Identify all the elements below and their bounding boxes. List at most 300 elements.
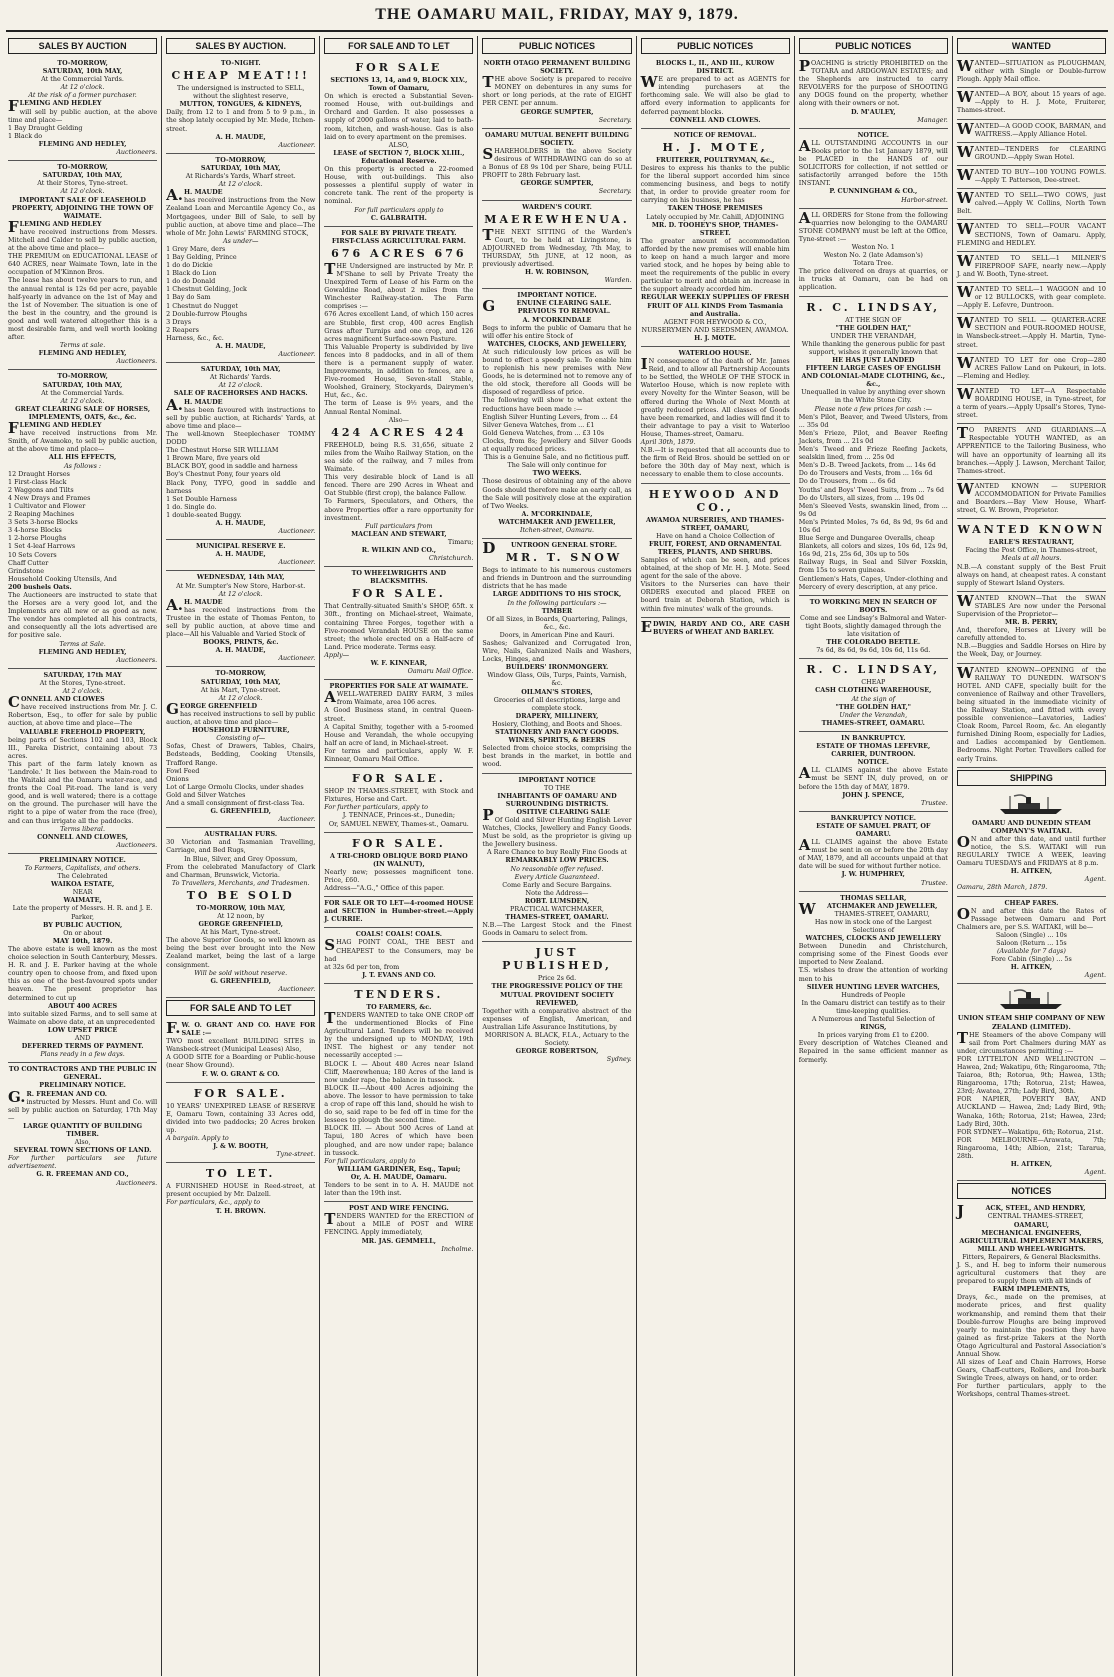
ad-text-line: Auctioneers. [116,840,158,849]
ad-text-line: A bargain. Apply to [166,1133,229,1142]
ad-text-line: Sofas, Chest of Drawers, Tables, Chairs, Bedsteads, Bedding, Cooking Utensils, Trafford Range. [166,742,316,767]
ad-text-line: 10 Sets Covers [8,550,57,559]
ad-text-line: THE PROGRESSIVE POLICY OF THE MUTUAL PROVIDENT SOCIETY REVIEWED, [491,982,623,1007]
advertisement [799,892,948,1068]
ad-text-line: At 12 o'clock. [60,83,105,92]
ad-text-line: F.W. O. GRANT AND CO. HAVE FOR SALE :— [166,1018,316,1038]
ad-text-line: STATIONERY AND FANCY GOODS. [495,728,619,737]
ad-text-line: Blankets, all colors and sizes, 10s 6d, 12s 9d, 16s 9d, 21s, 25s 6d, 30s up to 50s [798,542,948,559]
column-header: PUBLIC NOTICES [641,38,790,54]
ad-text-line: BLOCK III. — About 500 Acres of Land at Tapui, 180 Acres of which have been ploughed, and are now under rape; balance in tussock. [324,1124,474,1157]
ad-text-line: FIFTEEN LARGE CASES OF ENGLISH AND COLONIAL-MADE CLOTHING, &c., &c., [801,364,945,389]
ad-text-line: Also, [74,1138,91,1147]
ad-text-line: THE Steamers of the above Company will sail from Port Chalmers during MAY as under, circumstances permitting :— [956,1028,1106,1055]
ad-text-line: A. H. MAUDE, [215,342,266,350]
ad-text-line: FOR SALE BY PRIVATE TREATY. [341,228,457,237]
advertisement [324,680,473,768]
ad-text-line: SHOP IN THAMES-STREET, with Stock and Fixtures, Horse and Cart. [324,787,474,804]
ad-text-line: Tyne-street. [276,1150,316,1159]
ad-text-line: And a small consignment of first-class Tea. [166,798,305,807]
advertisement [799,297,948,596]
ad-text-line: 1 Brown Mare, five years old [166,454,260,463]
ad-text-line: From the celebrated Manufactory of Clark and Charman, Brunswick, Victoria. [166,862,316,879]
ad-text-line: TIMBER [541,606,573,615]
ad-text-line: THOMAS SELLAR, [840,893,907,902]
ad-display-heading: JUST PUBLISHED, [502,946,612,973]
ad-text-line: THE above Society is prepared to receive MONEY on debentures in any sums for short or long periods, at the rate of EIGHT PER CENT. per annum. [482,73,632,108]
ad-text-line: LEASE of SECTION 7, BLOCK XLIII., Educational Reserve. [333,148,465,165]
ad-text-line: 676 Acres excellent Land, of which 150 acres are Stubble, first crop, 400 acres English Grass after Turnips and one crop, and 126 acres magnificent Surface-sown Pasture. [324,310,474,343]
ad-text-line: Together with a comparative abstract of the expenses of English, American, and Australian Life Assurance Institutions, by [482,1006,632,1031]
advertisement [957,897,1106,985]
ad-text-line: TENDERS WANTED for the ERECTION of about a MILE of POST and WIRE FENCING. Apply immediately, [324,1210,474,1237]
ad-text-line: Every Article Guaranteed. [514,872,600,881]
advertisement [8,669,157,854]
ad-text-line: D. M'AULEY, [850,107,896,116]
ad-text-line: H. AITKEN, [1010,867,1053,876]
ad-text-line: FOR SALE OR TO LET—4-roomed HOUSE and SECTION in Humber-street.—Apply J. CURRIE. [324,899,474,924]
ad-text-line: Daily, from 12 to 1 and from 5 to 9 p.m., in the shop lately occupied by Mr. Mede, Itchen-street. [166,108,316,133]
ad-text-line: WATCHMAKER AND JEWELLER, [798,899,938,918]
ad-text-line: VALUABLE FREEHOLD PROPERTY, [19,727,146,736]
ad-text-line: Gold Geneva Watches, from ... £3 10s [482,428,605,437]
ad-text-line: BLACK BOY, good in saddle and harness [166,462,298,471]
ad-text-line: Visitors to the Nurseries can have their ORDERS executed and placed FREE on board train at Deborah Station, which is within five minutes' walk of the grounds. [640,580,790,613]
advertisement [8,370,157,668]
ad-text-line: Youths' and Boys' Tweed Suits, from ... 7s 6d [798,485,945,494]
ad-text-line: Samples of which can be seen, and prices obtained, at the shop of Mr. H. J. Mote. Seed agent for the sale of the above. [640,555,790,581]
ad-text-line: FOR NAPIER, POVERTY BAY, AND AUCKLAND — Hawea, 2nd; Lady Bird, 9th; Wanaka, 16th; Rotorua, 21st; Hawea, 23rd; Lady Bird, 30th. [956,1095,1106,1128]
ad-text-line: "THE GOLDEN HAT," [835,702,912,711]
newspaper-column [795,36,953,1676]
ad-text-line: April 30th, 1879. [640,438,696,447]
advertisement [957,120,1106,143]
ad-text-line: 1 do do Donald [166,277,216,286]
ad-text-line: To Travellers, Merchants, and Tradesmen. [171,878,310,887]
ad-text-line: H. W. ROBINSON, [524,268,590,277]
ad-text-line: At 2 o'clock. [62,687,103,696]
ad-text-line: N.B.—A constant supply of the Best Fruit always on hand, at cheapest rates. A constant supply of Stewart Island Oysters. [956,562,1106,587]
ad-text-line: TENDERS WANTED to take ONE CROP off the undermentioned Blocks of Fine Agricultural Land. Tenders will be received by the undersigned up to MONDAY, 19th INST. The highest or any tender not necessarily accepted :— [324,1009,474,1060]
ad-display-heading: 676 ACRES 676 [331,246,467,260]
advertisement [482,539,631,773]
ad-text-line: Have on hand a Choice Collection of [656,531,775,540]
ad-text-line: Auctioneer. [278,140,316,149]
ad-text-line: THAMES-STREET, OAMARU, [834,909,930,918]
ad-text-line: ALL CLAIMS against the above Estate must be SENT IN, duly proved, on or before the 15th day of MAY, 1879. [798,764,948,791]
ad-text-line: 1 Grey Mare, ders [166,244,226,253]
ad-text-line: GEORGE GREENFIELD [166,699,258,718]
ad-text-line: H. AITKEN, [1010,963,1053,972]
ad-text-line: NOTICE. [857,130,889,139]
column-header: PUBLIC NOTICES [799,38,948,54]
ad-display-heading: FOR SALE. [351,587,446,601]
ad-text-line: WANTED KNOWN—That the SWAN STABLES Are now under the Personal Supervision of the Proprietor— [956,591,1106,618]
ad-text-line: BLOCKS I., II., AND III., KUROW DISTRICT. [655,59,775,76]
ad-text-line: TO-MORROW, [215,155,266,164]
ad-text-line: Or, A. H. MAUDE, Oamaru. [350,1172,447,1181]
ad-text-line: FLEMING AND HEDLEY, [38,139,127,148]
advertisement [166,1083,315,1164]
ad-text-line: PROPERTIES FOR SALE AT WAIMATE. [329,682,469,691]
ad-text-line: MAY 10th, 1879. [52,936,113,945]
ad-display-heading: WANTED KNOWN [957,523,1106,537]
ad-text-line: Meals at all hours. [1001,554,1062,563]
ad-text-line: The term of Lease is 9½ years, and the Annual Rental Nominal. [324,399,474,416]
advertisement [957,664,1106,768]
ad-text-line: has received instructions from the Trustee in the estate of Thomas Fenton, to sell by public auction, at above time and place—All his Valuable and Varied Stock of [166,605,316,639]
ad-text-line: At the risk of a former purchaser. [28,91,137,100]
ad-text-line: CHEAP [861,678,886,687]
ad-text-line: Auctioneer. [278,984,316,993]
advertisement [324,57,473,227]
ad-text-line: The following will show to what extent the reductions have been made :— [482,396,632,413]
column-header: WANTED [957,38,1106,54]
advertisement [324,768,473,832]
ad-text-line: J. W. HUMPHREY, [841,870,905,879]
ad-text-line: SALE OF RACEHORSES AND HACKS. [173,389,308,398]
ad-text-line: Gold and Silver Watches [166,790,246,799]
ad-text-line: The well-known Steeplechaser TOMMY DODD [166,429,316,447]
ad-text-line: TO-MORROW, [57,163,108,172]
ad-text-line: The above Superior Goods, so well known as being the best ever brought into the New Zealand market, being the last of a large consignment. [166,936,316,969]
ad-text-line: Timaru; [447,537,474,546]
advertisement [166,828,315,998]
ad-text-line: FIRST-CLASS AGRICULTURAL FARM. [331,236,466,245]
ad-text-line: WATCHMAKER AND JEWELLER, [498,517,616,526]
advertisement [324,897,473,928]
ad-text-line: Do do Trousers, from ... 6s 6d [798,477,896,486]
ad-text-line: being parts of Sections 102 and 103, Block III., Pareka District, containing about 73 acres. [8,735,158,760]
ad-text-line: Do do Trousers and Vests, from ... 16s 6d [798,469,933,478]
ad-text-line: FREEHOLD, being R.S. 31,656, situate 2 miles from the Waiho Railway Station, on the sea side of the railway, and 7 miles from Waimate. [324,440,474,474]
ad-text-line: Begs to inform the public of Oamaru that he will offer his entire Stock of [482,323,632,340]
ad-display-heading: TENDERS. [354,987,444,1001]
ad-text-line: 1 Black do Lion [166,269,217,278]
ad-text-line: PRELIMINARY NOTICE. [39,855,126,864]
ad-text-line: OAMARU, [1013,1220,1049,1229]
ad-text-line: CASH CLOTHING WAREHOUSE, [815,686,932,695]
ad-text-line: Every description of Watches Cleaned and Repaired in the same efficient manner as formerly. [798,1039,948,1064]
ad-text-line: DRAPERY, MILLINERY, [515,711,599,720]
ad-text-line: Plans ready in a few days. [40,1050,125,1059]
advertisement [641,347,790,484]
steamship-icon [996,989,1066,1011]
ad-text-line: To Farmers, Speculators, and Others, the above Properties offer a rare opportunity for investment. [324,497,474,522]
ad-text-line: OAMARU AND DUNEDIN STEAM COMPANY'S WAITAKI. [971,818,1091,835]
ad-text-line: SATURDAY, 10th MAY, [200,677,281,686]
ad-text-line: Terms liberal. [60,824,105,833]
ad-display-heading: TO LET. [206,1167,276,1181]
ad-text-line: WANTED—A BOY, about 15 years of age.—Apply to H. J. Mote, Fruiterer, Thames-street. [956,88,1106,115]
ad-text-line: T. H. BROWN. [215,1206,266,1215]
ad-text-line: CONNELL AND CLOWES. [669,115,761,124]
ad-text-line: A Good Business stand, in central Queen-street. [324,706,474,723]
ad-text-line: MUTTON, TONGUES, & KIDNEYS, [179,100,302,109]
ad-text-line: Railway Rugs, in Seal and Silver Foxskin, from 15s to seven guineas. [798,558,948,575]
ad-text-line: 2 Reaping Machines [8,510,75,519]
ad-text-line: HE HAS JUST LANDED [832,356,915,364]
ad-text-line: Full particulars from [365,521,433,530]
advertisement [324,1202,473,1257]
ad-text-line: SATURDAY, 10th MAY, [42,380,123,389]
ad-text-line: WANTED TO SELL—TWO COWS, just calved.—Apply W. Collins, North Town Belt. [956,189,1106,216]
ad-text-line: Selected from choice stocks, comprising the best brands in the market, in bottle and wood. [482,744,632,769]
ad-text-line: TO WORKING MEN IN SEARCH OF BOOTS. [809,597,937,614]
ad-text-line: 2 Reapers [166,325,199,334]
advertisement [799,812,948,892]
newspaper-column [320,36,478,1676]
ad-text-line: 2 Double-furrow Ploughs [166,309,248,318]
ad-text-line: Unequalled in value by anything ever shown in the White Stone City. [801,388,946,405]
ad-text-line: TO-MORROW, 10th MAY, [196,903,286,912]
advertisement [799,209,948,297]
ad-text-line: PRELIMINARY NOTICE. [39,1081,126,1090]
ad-text-line: Drays, &c., made on the premises, at moderate prices, and first quality workmanship, and remind them that their Double-furrow Ploughs are being improved yearly to maintain the position they have gained as first-prize Takers at the North Otago Agricultural and Pastoral Association's Annual Show. [956,1293,1106,1358]
ad-text-line: A Capital Smithy, together with a 5-roomed House and Verandah, the whole occupying half an acre of land, in Michael-street. [324,722,474,747]
ad-text-line: IN consequence of the death of Mr. James Reid, and to allow all Partnership Accounts to be Settled, the WHOLE OF THE STOCK in Waterloo House, which is now replete with every Novelty for the Winter Season, will be offered during the Whole of Next Month at greatly reduced prices. All classes of Goods have been remarked, and ladies will find it to their advantage to pay a visit to Waterloo House, Thames-street, Oamaru. [640,355,790,438]
ad-text-line: TWO WEEKS. [532,469,582,478]
ad-text-line: TO-NIGHT. [220,59,261,67]
ad-text-line: have received instructions from Messrs. Mitchell and Calder to sell by public auction, at the above time and place— [8,227,158,253]
ad-text-line: FLEMING AND HEDLEY [8,217,102,236]
ad-text-line: FOR MELBOURNE—Arawata, 7th; Ringarooma, 14th; Albion, 21st; Tararua, 28th. [956,1135,1106,1161]
ad-text-line: IMPORTANT NOTICE. [517,291,597,300]
advertisement [799,129,948,209]
ad-text-line: For full particulars apply to [354,205,444,214]
ad-text-line: WANTED—A GOOD COOK, BARMAN, and WAITRESS.—Apply Alliance Hotel. [956,119,1106,138]
ad-text-line: N.B.—The Largest Stock and the Finest Goods in Oamaru to select from. [482,921,632,938]
advertisement [957,283,1106,314]
ad-text-line: 2 Waggons and Tilts [8,485,74,494]
ad-text-line: At the Stores, Tyne-street. [39,678,126,687]
ad-text-line: A. H. MAUDE, [215,646,266,655]
advertisement [957,143,1106,166]
ad-text-line: into suitable sized Farms, and to sell same at Waimate on above date, at an unprecedented [8,1009,158,1026]
ad-text-line: AGENT FOR HEYWOOD & CO., NURSERYMEN AND SEEDSMEN, AWAMOA. [641,317,789,334]
ad-text-line: GEORGE SUMPTER, [520,107,594,116]
ad-text-line: This Valuable Property is subdivided by live fences into 8 paddocks, and in all of them there is a permanent supply of water. Improvements, in addition to fences, are a Five-roomed House, Seven-stall Stable, Woolshed, Grainery, Stockyards, Dairymen's Hut, &c., &c. [324,342,474,400]
ad-text-line: J. TENNACE, Princes-st., Dunedin; [342,811,455,820]
ad-text-line: TO-MORROW, [57,59,108,67]
ad-text-line: UNDER THE VERANDAH, [830,331,917,340]
advertisement [324,833,473,897]
ad-text-line: CONNELL AND CLOWES, [37,832,128,841]
ad-text-line: BLOCK I. — About 480 Acres near Island Cliff, Maerewhenua; 180 Acres of the land is now under rape, the balance in tussock. [324,1059,474,1084]
ad-text-line: That Centrally-situated Smith's SHOP, 65ft. x 30ft., fronting on Michael-street, Waimate, containing Three Forges, together with a Five-roomed Verandah HOUSE on the same street; the whole erected on a Half-acre of Land. Price moderate. Terms easy. [324,602,474,651]
ad-text-line: Please note a few prices for cash :— [814,404,932,413]
ad-text-line: SATURDAY, 10th MAY, [200,365,281,374]
ad-text-line: A. H. MAUDE, [215,550,266,559]
ad-text-line: A.H. MAUDE [166,595,223,614]
ad-text-line: A. H. MAUDE, [215,518,266,527]
ad-text-line: Household Cooking Utensils, And [8,574,117,583]
advertisement [324,984,473,1202]
ad-text-line: DEFERRED TERMS OF PAYMENT. [21,1042,144,1051]
ad-text-line: CENTRAL THAMES-STREET, [987,1212,1084,1221]
ad-text-line: J. T. EVANS AND CO. [362,970,436,979]
ad-text-line: WAIMATE, [63,896,102,905]
ad-text-line: A TRI-CHORD OBLIQUE BORD PIANO (IN WALNUT), [330,851,468,868]
ad-text-line: THAMES-STREET, OAMARU. [505,913,609,922]
column-header: NOTICES [957,1183,1106,1199]
column-header: SHIPPING [957,770,1106,786]
ad-text-line: Will be sold without reserve. [194,968,288,977]
ad-text-line: Men's Tweed and Frieze Reefing Jackets, sealskin lined, from ... 25s 0d [798,445,948,462]
ad-text-line: A. M'CORKINDALE [522,315,592,324]
ad-text-line: WILLIAM GARDINER, Esq., Tapui; [337,1164,461,1173]
ad-text-line: MORRISON A. BLACK, F.I.A., Actuary to the Society. [484,1031,630,1048]
ad-text-line: TO THE [543,783,571,792]
ad-text-line: G. R. FREEMAN AND CO., [36,1170,129,1179]
ad-text-line: ON and after this date, and until further notice, the S.S. WAITAKI will run REGULARLY TWICE A WEEK, leaving Oamaru TUESDAYS and FRIDAYS at 8 p.m. [956,832,1106,868]
ad-text-line: Warden. [604,276,632,285]
ad-text-line: ESTATE OF THOMAS LEFEVRE, CARRIER, DUNTROON. [816,742,931,759]
ad-text-line: CONNELL AND CLOWES [8,693,105,712]
ad-text-line: A. M'CORKINDALE, [521,509,593,518]
ad-text-line: WATCHES, CLOCKS, AND JEWELLERY, [487,339,627,348]
ad-text-line: ESTATE OF SAMUEL PRATT, OF OAMARU. [816,821,931,838]
ad-text-line: 1 2-horse Ploughs [8,534,67,543]
ad-text-line: MR. B. PERRY, [1005,618,1058,627]
ad-text-line: WANTED TO LET—A Respectable BOARDING HOUSE, in Tyne-street, for a term of years.—Apply Upsall's Stores, Tyne-street. [956,384,1106,420]
ad-text-line: 1 do. Single do. [166,502,217,511]
ad-text-line: 1 Chestnut do Nugget [166,301,238,310]
ad-text-line: Auctioneers. [116,655,158,664]
ad-text-line: At the Commercial Yards. [41,75,124,84]
steamship-icon [996,794,1066,816]
ad-text-line: WAIKOA ESTATE, [50,880,115,889]
advertisement [957,57,1106,88]
ad-text-line: FLEMING AND HEDLEY, [38,647,127,656]
ad-text-line: Apply— [324,650,350,659]
ad-text-line: (Available for 7 days) [997,947,1066,956]
ad-text-line: 1 Cultivator and Flower [8,501,86,510]
ad-display-heading: MR. T. SNOW [505,551,623,565]
ad-text-line: R. WILKIN AND CO., [361,545,437,554]
ad-text-line: LARGE ADDITIONS TO HIS STOCK, [492,590,622,599]
ad-text-line: AWAMOA NURSERIES, AND THAMES-STREET, OAMARU, [646,515,785,532]
advertisement [957,424,1106,480]
ad-text-line: 3 4-horse Blocks [8,526,62,535]
newspaper-column [953,36,1110,1676]
ad-text-line: Nearly new; possesses magnificent tone. Price, £60. [324,867,474,884]
ad-text-line: POACHING is strictly PROHIBITED on the TOTARA and ARDGOWAN ESTATES; and the Shepherds are instructed to carry REVOLVERS for the purpose of SHOOTING any DOGS found on the property, whether along with their owners or not. [798,57,948,108]
ad-text-line: G.R. FREEMAN AND CO. [8,1087,108,1106]
ad-text-line: BUILDERS' IRONMONGERY. [505,663,609,672]
advertisement [957,354,1106,385]
ad-text-line: Address—"A.G.," Office of this paper. [324,883,445,892]
ad-text-line: 200 bushels Oats. [8,582,72,591]
ad-text-line: Auctioneer. [278,558,316,567]
ad-text-line: To Farmers, Capitalists, and others. [24,864,141,872]
ad-text-line: For further particulars, apply to the Workshops, central Thames-street. [956,1382,1106,1399]
ad-text-line: WANTED TO BUY—100 YOUNG FOWLS.—Apply T. Patterson, Dee-street. [956,165,1106,185]
ad-text-line: MUNICIPAL RESERVE E. [195,542,286,551]
ad-text-line: For terms and particulars, apply W. F. Kinnear, Oamaru Mail Office. [324,746,474,764]
ad-text-line: MR. JAS. GEMMELL, [361,1236,436,1245]
ad-text-line: Blue Serge and Dungaree Overalls, cheap [798,534,935,543]
ad-text-line: Silver Geneva Watches, from ... £1 [482,420,595,429]
ad-text-line: Window Glass, Oils, Turps, Paints, Varnish, &c. [487,671,627,688]
ad-display-heading: R. C. LINDSAY, [806,300,941,314]
ad-text-line: OAMARU MUTUAL BENEFIT BUILDING SOCIETY. [485,130,629,147]
ad-text-line: GEORGE SUMPTER, [520,179,594,188]
ad-text-line: Sydney. [606,1055,632,1064]
ad-text-line: Under the Verandah, [839,710,908,719]
advertisement [8,1063,157,1190]
ad-text-line: TWO most excellent BUILDING SITES in Wansbeck-street (Municipal Leases) Also, [166,1037,316,1054]
advertisement [166,57,315,154]
ad-text-line: A GOOD SITE for a Boarding or Public-house (near Show Ground). [166,1053,316,1070]
ad-text-line: T.S. wishes to draw the attention of working men to his [798,966,948,983]
ad-text-line: Secretary. [598,115,632,124]
ad-text-line: IN BANKRUPTCY. [841,733,906,742]
ad-text-line: WATERLOO HOUSE. [678,349,752,357]
ad-text-line: Incholme. [441,1244,474,1253]
ad-text-line: FRUIT, FOREST, AND ORNAMENTAL TREES, PLANTS, AND SHRUBS. [649,539,782,556]
ad-text-line: NEAR [72,888,93,897]
ad-text-line: A Rare Chance to buy Really Fine Goods at [486,848,627,857]
ad-text-line: FOR LYTTELTON AND WELLINGTON —Hawea, 2nd; Wakatipu, 6th; Ringarooma, 7th; Taiaroa, 8th; Rotorua, 9th; Hawea, 13th; Ringarooma, 17th; Rotorua, 21st; Hawea, 23rd; Awatea, 27th; Lady Bird, 30th. [956,1054,1106,1096]
ad-text-line: 7s 6d, 8s 6d, 9s 6d, 10s 6d, 11s 6d. [816,646,931,655]
column-header: FOR SALE AND TO LET [324,38,473,54]
ad-text-line: At 12 o'clock. [218,180,263,189]
advertisement [482,942,631,1067]
ad-text-line: Groceries of all descriptions, large and complete stock. [493,695,621,712]
ad-text-line: NOTICE. [857,758,889,767]
ad-text-line: ALL HIS EFFECTS, [48,453,117,462]
ad-text-line: In the Oamaru district can testify as to their time-keeping qualities. [801,998,945,1015]
ad-text-line: WANTED KNOWN—OPENING of the RAILWAY TO DUNEDIN. WATSON'S HOTEL AND CAFE, specially built for the convenience of Railway and other Travellers, being situated in the immediate vicinity of the Railway Station, and fitted with every possible convenience—Lavatories, Ladies' Cloak Room, Parcel Room, &c. An elegantly furnished Dining Room, especially for Ladies, and Ladies accompanied by Gentlemen. Bedrooms. Night Porter. Travellers called for early Trains. [956,663,1106,763]
advertisement [641,129,790,347]
ad-text-line: At 12 o'clock. [60,187,105,196]
ad-text-line: At Richards's Yards, Wharf street. [185,172,296,181]
advertisement [324,928,473,984]
ad-text-line: have received instructions from Mr. J. C. Robertson, Esq., to offer for sale by public auction, at above time and place—The [8,703,158,728]
ad-text-line: This very desirable block of Land is all fenced. There are 290 Acres in Wheat and Oat Stubble (first crop), the balance Fallow. [324,473,474,498]
ad-text-line: Chaff Cutter [8,558,49,567]
ad-text-line: WEDNESDAY, 14th MAY, [196,573,285,582]
ad-text-line: For further particulars see future advertisement. [8,1154,158,1171]
ad-text-line: COALS! COALS! COALS. [355,930,442,939]
ad-text-line: PRACTICAL WATCHMAKER, [510,905,604,913]
ad-text-line: Terms at Sale. [59,639,106,648]
ad-text-line: SATURDAY, 10th MAY, [42,171,123,180]
ad-text-line: BANKRUPTCY NOTICE. [830,813,916,822]
newspaper-column [478,36,636,1676]
ad-text-line: SILVER HUNTING LEVER WATCHES, [806,982,940,991]
ad-text-line: English Silver Hunting Levers, from ... £4 [482,412,618,421]
ad-text-line: Men's D.-B. Tweed Jackets, from ... 14s 6d [798,461,936,470]
ad-text-line: F. W. O. GRANT & CO. [201,1069,280,1078]
newspaper-page [4,36,1110,1676]
ad-text-line: Auctioneers. [116,148,158,157]
ad-text-line: Lot of Large Ormolu Clocks, under shades [166,782,304,791]
advertisement [166,363,315,540]
ad-text-line: Hundreds of People [841,990,906,999]
advertisement [166,540,315,571]
ad-text-line: Oamaru Mail Office. [407,667,474,676]
ad-text-line: will sell by public auction, at the above time and place— [8,107,158,124]
ad-text-line: FLEMING AND HEDLEY [8,419,102,438]
ad-text-line: The lease has about twelve years to run, and the annual rental is 12s 6d per acre, payable half-yearly in advance on the 1st of May and the 1st of November. The situation is one of the best in the country, and the ground is good and well watered altogether this is a most desirable farm, and well worth looking after. [8,276,158,342]
ad-text-line: No reasonable offer refused. [510,864,604,873]
ad-text-line: REGULAR WEEKLY SUPPLIES OF FRESH FRUIT OF ALL KINDS From Tasmania and Australia. [641,293,790,318]
advertisement [482,289,631,539]
ad-text-line: IMPORTANT SALE OF LEASEHOLD PROPERTY, ADJOINING THE TOWN OF WAIMATE. [11,195,154,220]
ad-text-line: LOW UPSET PRICE [47,1025,118,1034]
